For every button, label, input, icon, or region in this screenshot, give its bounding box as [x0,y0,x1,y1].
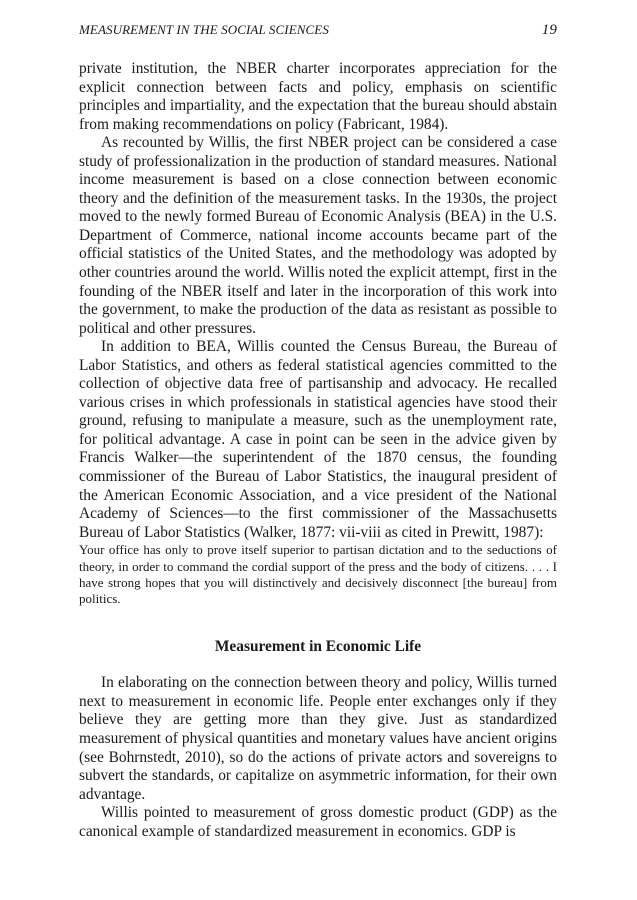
section-heading: Measurement in Economic Life [214,637,422,655]
page-number: 19 [541,22,557,38]
running-title: MEASUREMENT IN THE SOCIAL SCIENCES [79,22,329,37]
body-text [79,60,557,841]
paragraph-3: In addition to BEA, Willis counted the Census Bureau, the Bureau of Labor Statistics, and others as federal statistical agencies committed to the collection of objective data free of partisanship and advocacy. He recalled various crises in which professionals in statistical agencies have stood their ground, refusing to manipulate a measure, such as the unemployment rate, for political advantage. A case in point can be seen in the advice given by Francis Walker—the superintendent of the 1870 census, the founding commissioner of the Bureau of Labor Statistics, the inaugural president of the American Economic Association, and a vice president of the National Academy of Sciences—to the first commissioner of the Massachusetts Bureau of Labor Statistics (Walker, 1877: vii-viii as cited in Prewitt, 1987): [79,338,557,541]
running-header [79,22,557,39]
paragraph-4: In elaborating on the connection between theory and policy, Willis turned next to measurement in economic life. People enter exchanges only if they believe they are getting more than they give. Just as standardized measurement of physical quantities and monetary values have ancient origins (see Bohrnstedt, 2010), so do the actions of private actors and sovereigns to subvert the standards, or capitalize on asymmetric information, for their own advantage. [79,674,557,803]
block-quote: Your office has only to prove itself superior to partisan dictation and to the seductions of theory, in order to command the cordial support of the press and the body of citizens. . . . I have strong hopes that you will distinctively and decisively disconnect [the bureau] from politics. [79,542,557,607]
paragraph-1: private institution, the NBER charter incorporates appreciation for the explicit connection between facts and policy, emphasis on scientific principles and impartiality, and the expectation that the bureau should abstain from making recommendations on policy (Fabricant, 1984). [79,60,557,133]
paragraph-2: As recounted by Willis, the first NBER project can be considered a case study of professionalization in the production of standard measures. National income measurement is based on a close connection between economic theory and the definition of the measurement tasks. In the 1930s, the project moved to the newly formed Bureau of Economic Analysis (BEA) in the U.S. Department of Commerce, national income accounts became part of the official statistics of the United States, and the methodology was adopted by other countries around the world. Willis noted the explicit attempt, first in the founding of the NBER itself and later in the incorporation of this work into the government, to make the production of the data as resistant as possible to political and other pressures. [79,134,557,337]
paragraph-5: Willis pointed to measurement of gross domestic product (GDP) as the canonical example of standardized measurement in economics. GDP is [79,804,557,840]
